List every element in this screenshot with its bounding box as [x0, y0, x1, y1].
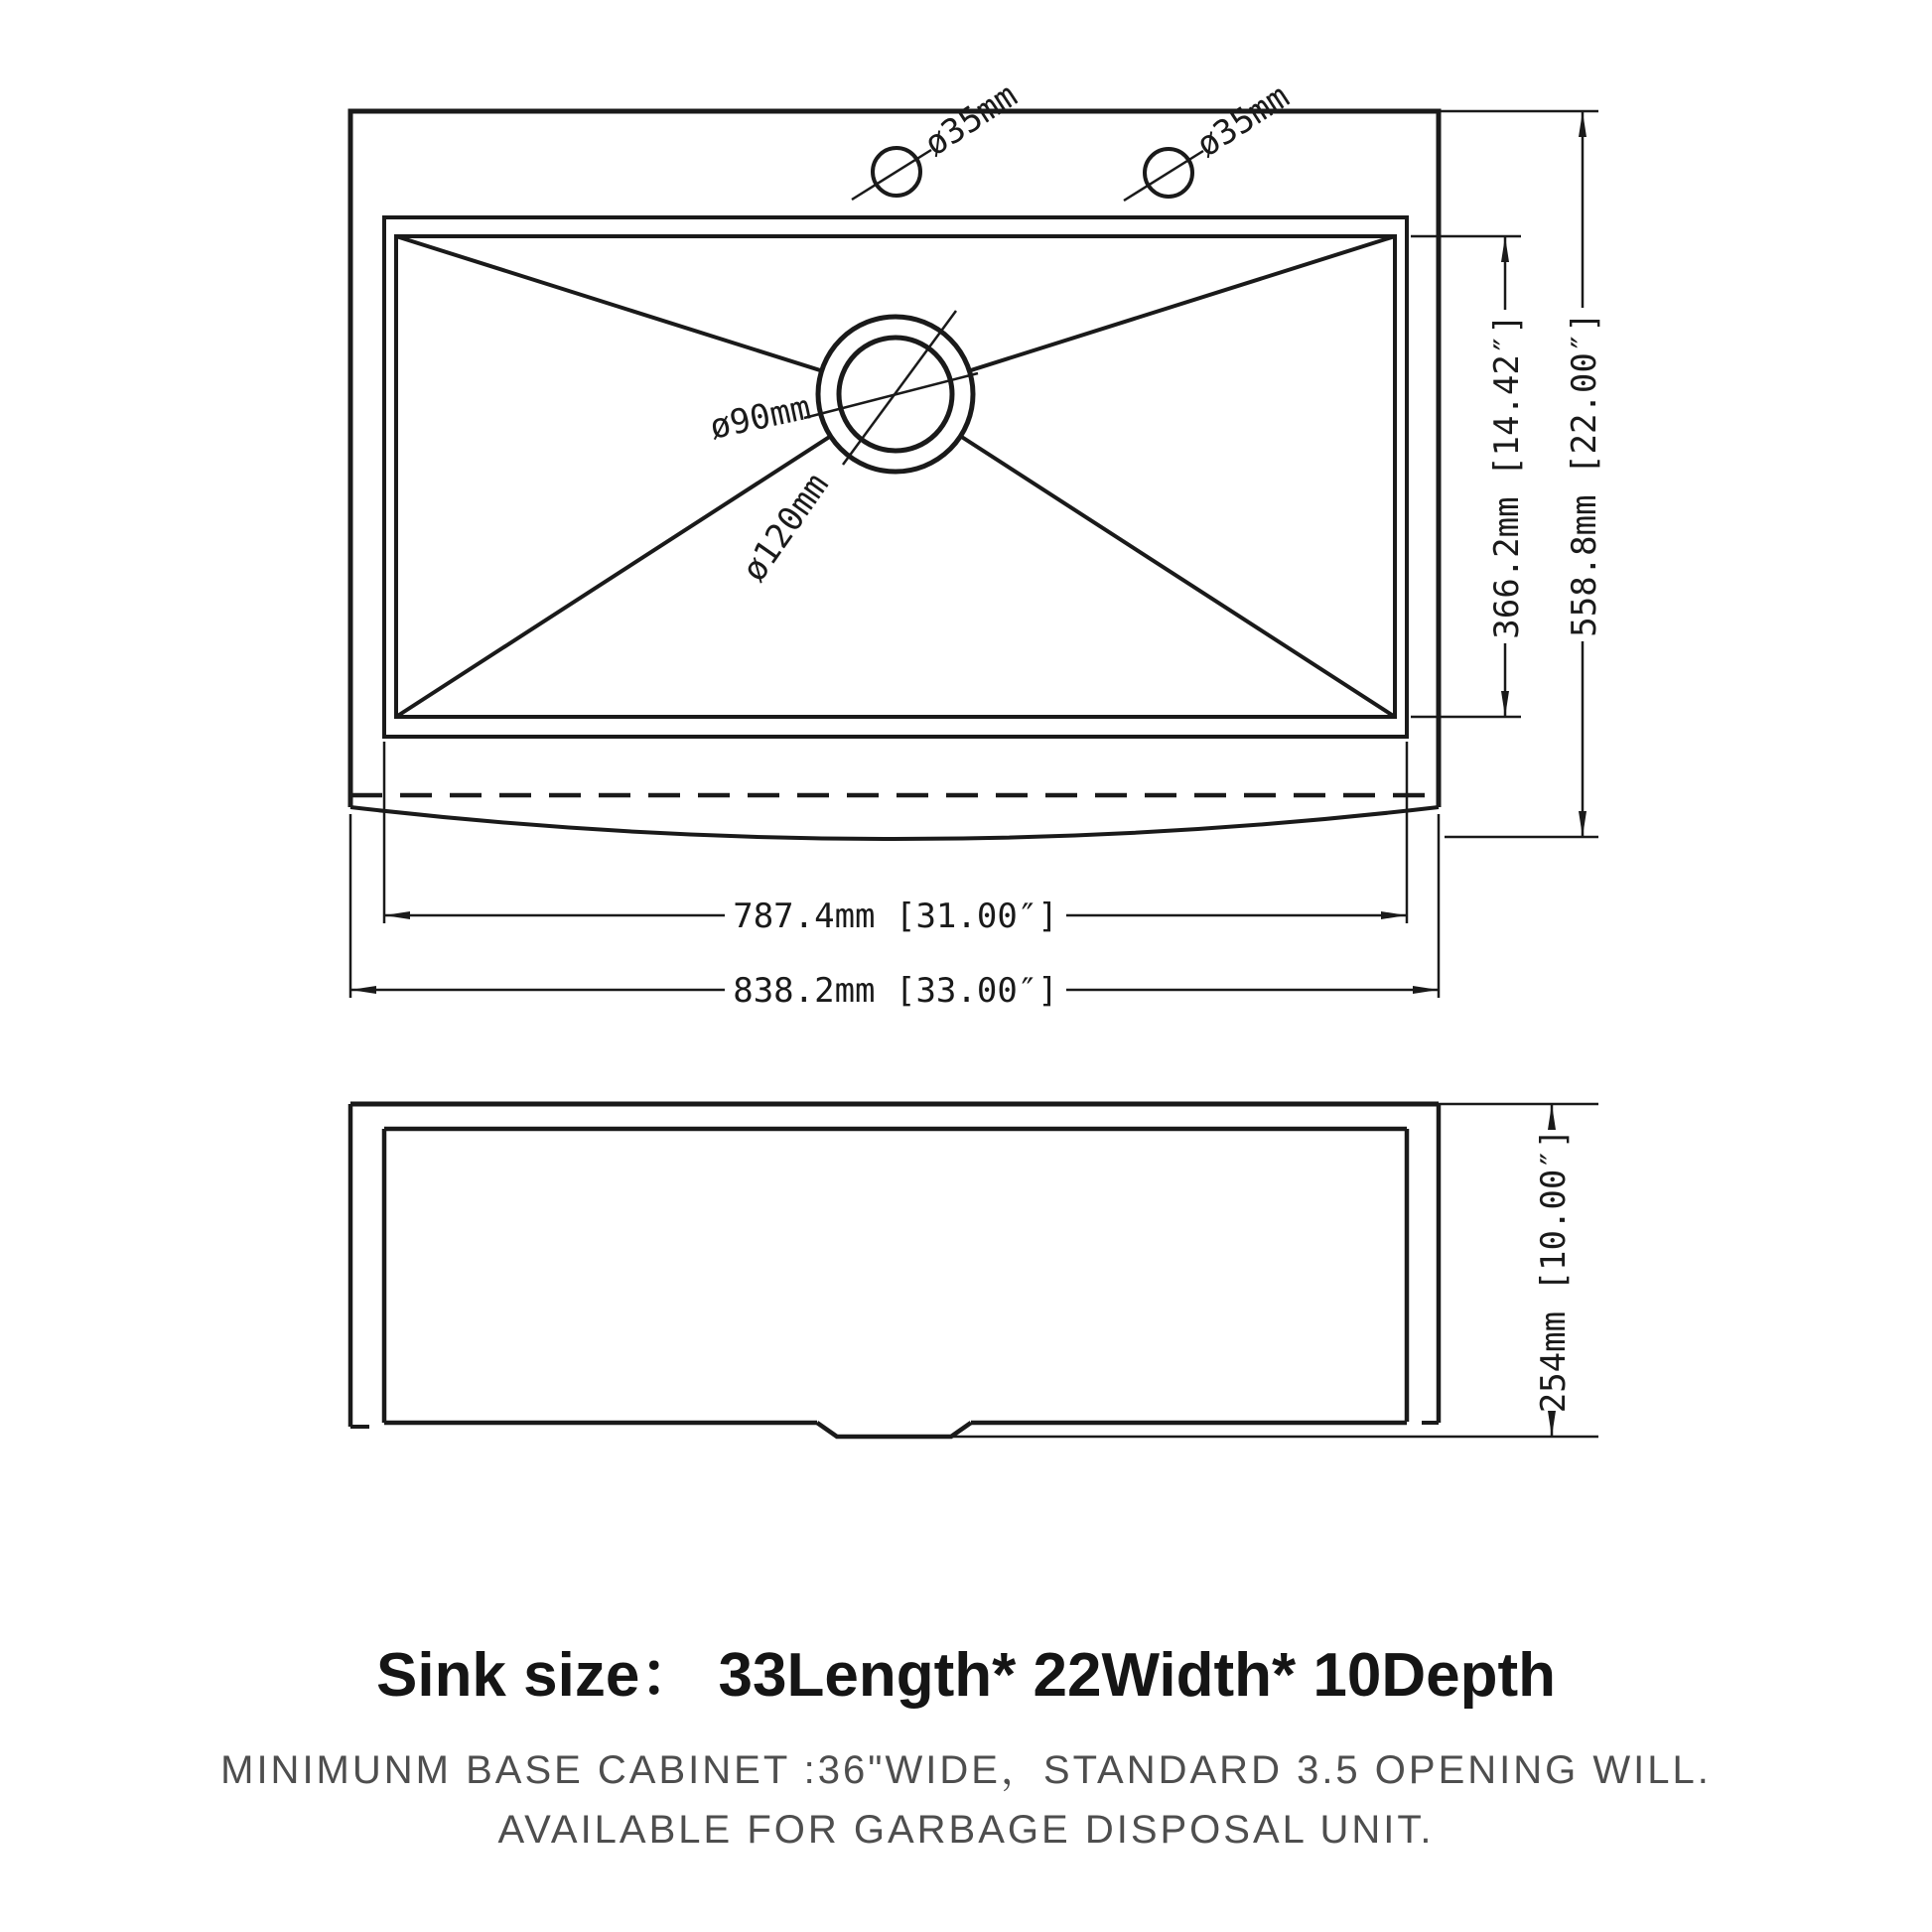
side-view [350, 1104, 1439, 1437]
caption-title: Sink size： 33Length* 22Width* 10Depth [375, 1641, 1557, 1710]
basin-opening-outer-rect [384, 217, 1407, 737]
drain-120-label: ø120mm [734, 466, 837, 590]
basin-slope-lines [396, 236, 1395, 717]
top-view-dimensions [350, 111, 1598, 998]
dim-254-text: 254mm [10.00″] [1534, 1128, 1574, 1414]
drain-boss [817, 1423, 971, 1437]
apron-curve [350, 807, 1439, 839]
dim-254 [951, 1104, 1598, 1437]
caption-block [220, 1641, 1712, 1852]
faucet-left-label: ø35mm [917, 75, 1025, 165]
caption-note-line1: MINIMUNM BASE CABINET :36"WIDE，STANDARD 3.5 OPENING WILL. [220, 1748, 1712, 1792]
top-view [350, 111, 1439, 839]
dim-838-text: 838.2mm [33.00″] [733, 971, 1058, 1011]
dim-366-text: 366.2mm [14.42″] [1487, 314, 1527, 639]
drain-90-label: ø90mm [706, 387, 814, 448]
side-view-dimension [951, 1104, 1598, 1437]
dim-787-text: 787.4mm [31.00″] [733, 897, 1058, 936]
faucet-right-label: ø35mm [1189, 76, 1297, 166]
caption-note-line2: AVAILABLE FOR GARBAGE DISPOSAL UNIT. [497, 1808, 1435, 1852]
basin-opening-inner-rect [396, 236, 1395, 717]
dim-558-text: 558.8mm [22.00″] [1565, 312, 1604, 637]
top-view-labels [707, 75, 1297, 589]
